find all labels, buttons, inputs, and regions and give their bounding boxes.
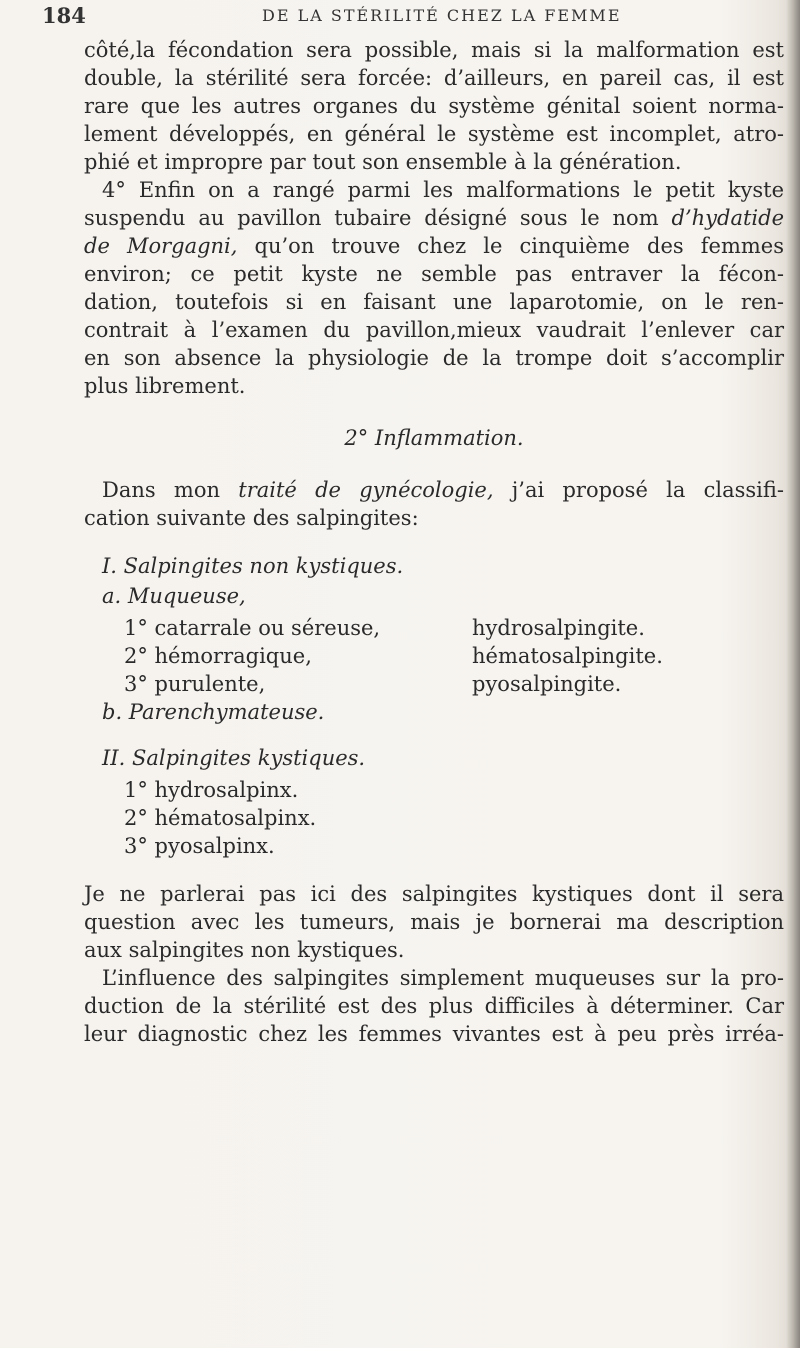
- class-item-label: 3° purulente,: [124, 672, 266, 696]
- italic-term: traité de gynécologie,: [238, 478, 494, 502]
- section-heading: 2° Inflammation.: [344, 426, 524, 450]
- text-line: en son absence la physiologie de la trompe doit s’accomplir: [84, 346, 784, 370]
- class-subheading: a. Muqueuse,: [102, 584, 246, 608]
- text-line: environ; ce petit kyste ne semble pas entraver la fécon-: [84, 262, 784, 286]
- text-line: aux salpingites non kystiques.: [84, 938, 405, 962]
- text-span: Dans mon: [102, 478, 239, 502]
- text-line: [102, 476, 784, 504]
- class-item-term: pyosalpingite.: [472, 672, 622, 696]
- text-line: phié et impropre par tout son ensemble à la génération.: [84, 150, 682, 174]
- running-head: DE LA STÉRILITÉ CHEZ LA FEMME: [262, 6, 622, 25]
- italic-term: d’hydatide: [671, 206, 784, 230]
- italic-term: de Morgagni,: [84, 234, 238, 258]
- text-line: leur diagnostic chez les femmes vivantes est à peu près irréa-: [84, 1022, 784, 1046]
- text-line: plus librement.: [84, 374, 246, 398]
- text-line: côté,la fécondation sera possible, mais si la malformation est: [84, 38, 784, 62]
- class-item-term: hydrosalpingite.: [472, 616, 645, 640]
- text-line: double, la stérilité sera forcée: d’ailleurs, en pareil cas, il est: [84, 66, 784, 90]
- page-number: 184: [42, 3, 86, 28]
- text-line: cation suivante des salpingites:: [84, 506, 419, 530]
- text-line: L’influence des salpingites simplement muqueuses sur la pro-: [102, 966, 784, 990]
- text-line: question avec les tumeurs, mais je bornerai ma description: [84, 910, 784, 934]
- class-item: 3° pyosalpinx.: [124, 834, 275, 858]
- page-edge-shadow: [786, 0, 800, 1348]
- text-line: [84, 232, 784, 260]
- class-item: 2° hématosalpinx.: [124, 806, 317, 830]
- text-span: suspendu au pavillon tubaire désigné sous le nom: [84, 206, 672, 230]
- class-subheading: b. Parenchymateuse.: [102, 700, 325, 724]
- class-item: 1° hydrosalpinx.: [124, 778, 299, 802]
- text-line: Je ne parlerai pas ici des salpingites kystiques dont il sera: [84, 882, 784, 906]
- text-line: [84, 204, 784, 232]
- text-line: contrait à l’examen du pavillon,mieux vaudrait l’enlever car: [84, 318, 784, 342]
- text-line: dation, toutefois si en faisant une laparotomie, on le ren-: [84, 290, 784, 314]
- text-line: duction de la stérilité est des plus difficiles à déterminer. Car: [84, 994, 784, 1018]
- text-line: lement développés, en général le système est incomplet, atro-: [84, 122, 784, 146]
- class-heading: I. Salpingites non kystiques.: [102, 554, 404, 578]
- text-line: 4° Enfin on a rangé parmi les malformations le petit kyste: [102, 178, 784, 202]
- class-heading: II. Salpingites kystiques.: [102, 746, 366, 770]
- class-item-label: 2° hémorragique,: [124, 644, 312, 668]
- text-span: j’ai proposé la classifi-: [493, 478, 785, 502]
- class-item-term: hématosalpingite.: [472, 644, 663, 668]
- text-line: rare que les autres organes du système génital soient norma-: [84, 94, 784, 118]
- text-span: qu’on trouve chez le cinquième des femmes: [237, 234, 784, 258]
- page-header: [42, 3, 762, 33]
- class-item-label: 1° catarrale ou séreuse,: [124, 616, 381, 640]
